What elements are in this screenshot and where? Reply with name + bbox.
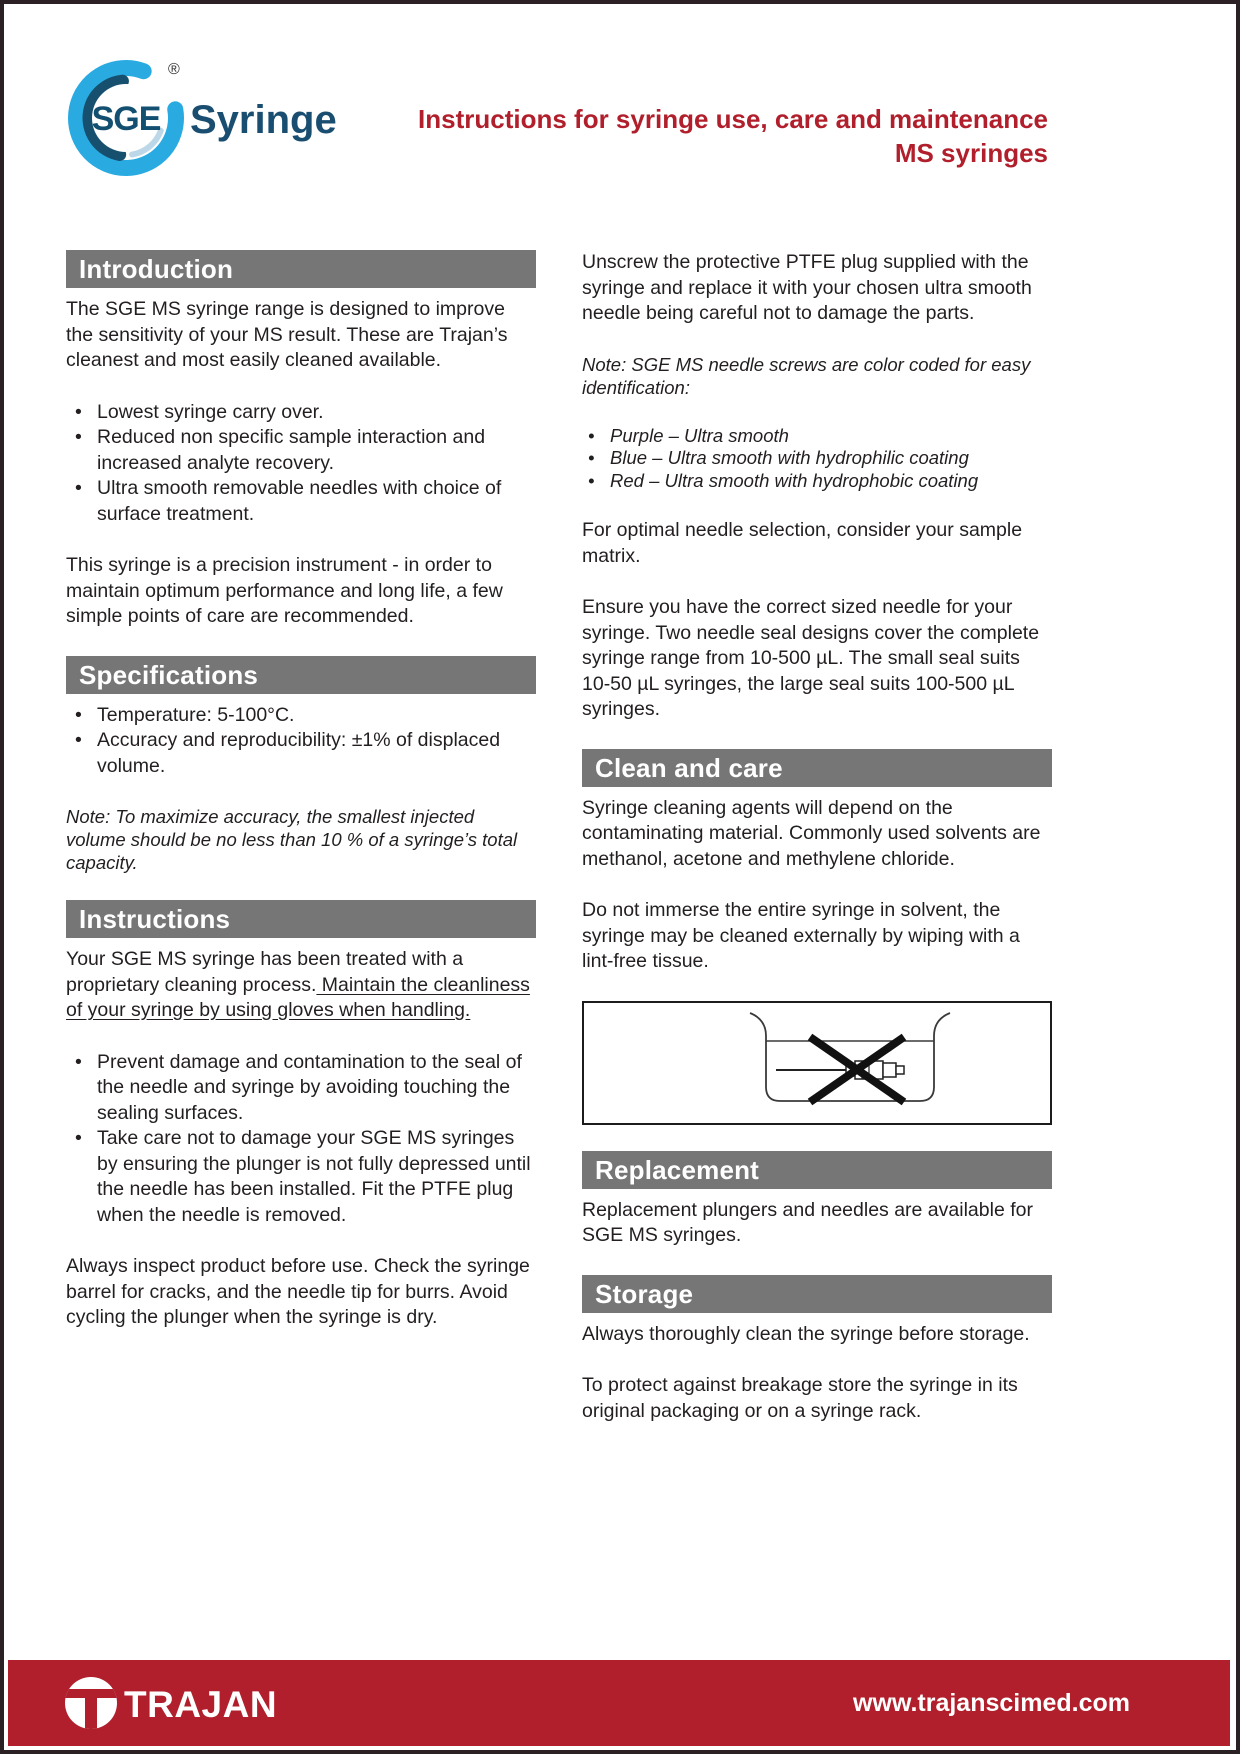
introduction-bullet-list [66, 400, 536, 528]
section-heading-clean-and-care: Clean and care [582, 749, 1052, 787]
logo-brand-text: SGE [91, 100, 161, 138]
left-column [66, 250, 536, 1357]
right-column [582, 250, 1052, 1450]
clean-para-2: Do not immerse the entire syringe in solvent, the syringe may be cleaned externally by wiping with a lint-free tissue. [582, 899, 1020, 972]
list-item: • Accuracy and reproducibility: ±1% of displaced volume. [66, 728, 536, 779]
section-heading-specifications: Specifications [66, 656, 536, 694]
specifications-bullet-list [66, 703, 536, 780]
unscrew-para: Unscrew the protective PTFE plug supplied with the syringe and replace it with your chosen ultra smooth needle being careful not to damage the parts. [582, 251, 1032, 324]
trajan-wordmark: TRAJAN [124, 1684, 278, 1725]
instructions-para-2: Always inspect product before use. Check the syringe barrel for cracks, and the needle tip for burrs. Avoid cycling the plunger when the syringe is dry. [66, 1255, 530, 1328]
instructions-para-1-normal: Your SGE MS syringe has been treated with a proprietary cleaning process. [66, 948, 464, 996]
footer-bar [8, 1660, 1230, 1746]
needle-selection-para: For optimal needle selection, consider your sample matrix. [582, 519, 1023, 567]
instructions-bullet-list [66, 1050, 536, 1229]
trajan-logo [64, 1675, 294, 1731]
page-title-line2: MS syringes [894, 138, 1048, 168]
color-code-bullet-list [582, 425, 1052, 493]
sge-logo-icon [64, 52, 384, 182]
section-heading-introduction: Introduction [66, 250, 536, 288]
color-code-note-intro: Note: SGE MS needle screws are color coded for easy identification: [582, 353, 1031, 398]
list-item: • Temperature: 5-100°C. [66, 703, 536, 729]
list-item: • Prevent damage and contamination to the seal of the needle and syringe by avoiding touching the sealing surfaces. [66, 1050, 536, 1127]
no-immersion-diagram [582, 1001, 1052, 1125]
beaker-icon [750, 1013, 950, 1101]
list-item: • Take care not to damage your SGE MS syringes by ensuring the plunger is not fully depressed until the needle has been installed. Fit the PTFE plug when the needle is removed. [66, 1126, 536, 1228]
list-item: • Ultra smooth removable needles with choice of surface treatment. [66, 476, 536, 527]
specifications-note: Note: To maximize accuracy, the smallest injected volume should be no less than 10 % of a syringe’s total capacity. [66, 806, 518, 873]
list-item: • Reduced non specific sample interaction and increased analyte recovery. [66, 425, 536, 476]
footer-url-link[interactable]: www.trajanscimed.com [853, 1688, 1130, 1717]
clean-para-1: Syringe cleaning agents will depend on the contaminating material. Commonly used solvents are methanol, acetone and methylene chloride. [582, 796, 1041, 870]
logo-product-text: Syringe [190, 98, 337, 142]
registered-mark: ® [168, 61, 180, 78]
replacement-para: Replacement plungers and needles are available for SGE MS syringes. [582, 1198, 1033, 1246]
syringe-icon [776, 1061, 904, 1079]
introduction-para-2: This syringe is a precision instrument - in order to maintain optimum performance and long life, a few simple points of care are recommended. [66, 554, 503, 627]
needle-size-para: Ensure you have the correct sized needle for your syringe. Two needle seal designs cover the complete syringe range from 10-500 µL. The small seal suits 10-50 µL syringes, the large seal suits 100-500 µL syringes. [582, 596, 1040, 720]
section-heading-storage: Storage [582, 1275, 1052, 1313]
list-item: • Purple – Ultra smooth [582, 425, 1052, 448]
instructions-para-1 [66, 947, 536, 1024]
list-item: • Red – Ultra smooth with hydrophobic coating [582, 470, 1052, 493]
section-heading-replacement: Replacement [582, 1151, 1052, 1189]
beaker-syringe-crossed-icon [584, 1003, 1050, 1123]
introduction-para-1: The SGE MS syringe range is designed to improve the sensitivity of your MS result. These are Trajan’s cleanest and most easily cleaned available. [66, 298, 508, 371]
page-title-line1: Instructions for syringe use, care and maintenance [418, 104, 1048, 134]
page-title [418, 102, 1048, 170]
storage-para-1: Always thoroughly clean the syringe before storage. [582, 1322, 1030, 1345]
section-heading-instructions: Instructions [66, 900, 536, 938]
storage-para-2: To protect against breakage store the syringe in its original packaging or on a syringe rack. [582, 1374, 1018, 1422]
sge-syringe-logo [64, 52, 384, 182]
list-item: • Lowest syringe carry over. [66, 400, 536, 426]
list-item: • Blue – Ultra smooth with hydrophilic coating [582, 447, 1052, 470]
instructions-para-1-underlined: Maintain the cleanliness of your syringe by using gloves when handling. [66, 973, 530, 1021]
